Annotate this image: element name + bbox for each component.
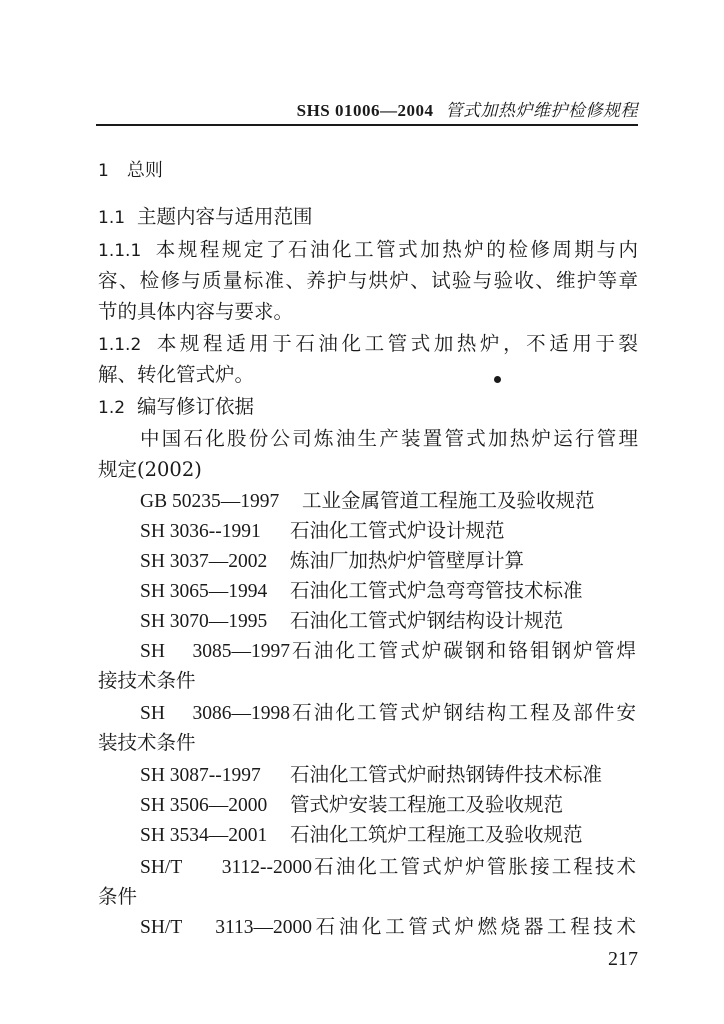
page-number: 217 — [608, 948, 638, 970]
standard-title: 石油化工管式炉炉管胀接工程技术 — [312, 855, 636, 878]
paragraph-text: 本规程适用于石油化工管式加热炉，不适用于裂 — [153, 332, 638, 355]
header-standard-code: SHS 01006—2004 — [296, 101, 434, 120]
standard-row — [140, 518, 636, 545]
standard-code: SH/T 3112--2000 — [140, 857, 312, 878]
paragraph-1-1-1-line-3: 节的具体内容与要求。 — [98, 300, 294, 323]
section-1-1-heading — [98, 204, 638, 231]
standard-title-continuation: 条件 — [98, 885, 138, 908]
section-title: 编写修订依据 — [137, 395, 255, 418]
standard-row — [140, 548, 636, 575]
standard-code: SH/T 3113—2000 — [140, 917, 312, 938]
header-title: 管式加热炉维护检修规程 — [445, 101, 638, 121]
standard-title: 石油化工管式炉钢结构设计规范 — [290, 609, 564, 632]
standard-row — [140, 608, 636, 635]
standard-row — [140, 578, 636, 605]
standard-title-continuation: 接技术条件 — [98, 669, 196, 692]
standard-title: 石油化工管式炉钢结构工程及部件安 — [290, 701, 636, 724]
standard-row — [140, 854, 636, 881]
paragraph-1-1-1-line-1 — [98, 237, 638, 264]
section-1-2-heading — [98, 394, 638, 421]
standard-row — [140, 700, 636, 727]
standard-title-continuation: 装技术条件 — [98, 731, 196, 754]
paragraph-1-1-2-line-1 — [98, 331, 638, 358]
paragraph-1-1-1-line-2: 容、检修与质量标准、养护与烘炉、试验与验收、维护等章 — [98, 269, 638, 292]
standard-code: SH 3037—2002 — [140, 551, 268, 572]
standard-title: 石油化工管式炉耐热钢铸件技术标准 — [290, 763, 603, 786]
standard-code: SH 3534—2001 — [140, 825, 268, 846]
basis-line-2: 规定(2002) — [98, 458, 202, 481]
paragraph-text: 本规程规定了石油化工管式加热炉的检修周期与内 — [153, 238, 638, 261]
standard-code: SH 3036--1991 — [140, 521, 261, 542]
header-rule — [96, 124, 638, 126]
standard-row — [140, 822, 636, 849]
clause-number: 1.1.1 — [98, 241, 142, 261]
standard-row — [140, 488, 636, 515]
standard-title: 石油化工管式炉碳钢和铬钼钢炉管焊 — [290, 639, 636, 662]
standard-title: 石油化工筑炉工程施工及验收规范 — [290, 823, 583, 846]
basis-line-1: 中国石化股份公司炼油生产装置管式加热炉运行管理 — [140, 427, 638, 450]
standard-row — [140, 914, 636, 941]
section-title: 总则 — [126, 160, 163, 181]
section-1-heading — [98, 158, 638, 184]
clause-number: 1.1.2 — [98, 335, 142, 355]
running-header — [297, 96, 638, 121]
section-number: 1.2 — [98, 398, 126, 418]
paragraph-1-1-2-line-2: 解、转化管式炉。 — [98, 363, 255, 386]
standard-title: 工业金属管道工程施工及验收规范 — [302, 489, 595, 512]
standard-title: 管式炉安装工程施工及验收规范 — [290, 793, 564, 816]
standard-row — [140, 792, 636, 819]
standard-row — [140, 762, 636, 789]
section-number: 1 — [98, 161, 109, 181]
standard-title: 石油化工管式炉急弯弯管技术标准 — [290, 579, 583, 602]
section-number: 1.1 — [98, 208, 126, 228]
standard-code: SH 3086—1998 — [140, 703, 290, 724]
standard-code: SH 3087--1997 — [140, 765, 261, 786]
standard-title: 炼油厂加热炉炉管壁厚计算 — [290, 549, 525, 572]
standard-row — [140, 638, 636, 665]
standard-title: 石油化工管式炉燃烧器工程技术 — [312, 915, 636, 938]
standard-code: SH 3506—2000 — [140, 795, 268, 816]
standard-title: 石油化工管式炉设计规范 — [290, 519, 505, 542]
standard-code: SH 3085—1997 — [140, 641, 290, 662]
standard-code: SH 3070—1995 — [140, 611, 268, 632]
standard-code: GB 50235—1997 — [140, 491, 280, 512]
stray-dot-mark — [494, 376, 501, 383]
standard-code: SH 3065—1994 — [140, 581, 268, 602]
section-title: 主题内容与适用范围 — [137, 205, 313, 228]
